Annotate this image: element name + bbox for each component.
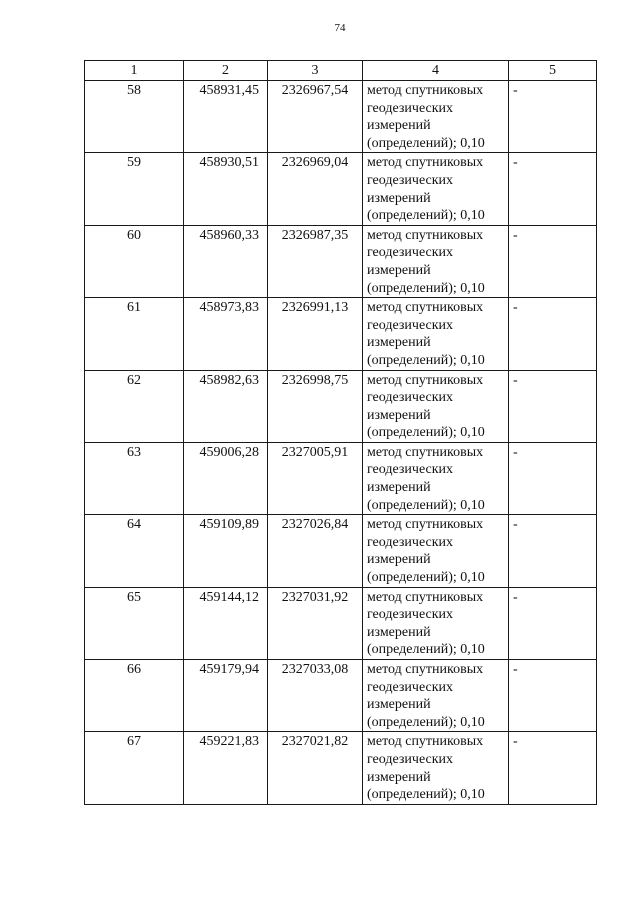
table-header-row bbox=[85, 61, 597, 81]
x-coordinate-cell-text: 458973,83 bbox=[199, 300, 259, 316]
point-number-cell bbox=[85, 81, 184, 153]
point-number-cell-text: 64 bbox=[127, 517, 141, 533]
method-cell bbox=[363, 442, 509, 514]
note-cell-text: - bbox=[513, 83, 518, 98]
y-coordinate-cell bbox=[268, 225, 363, 297]
note-cell bbox=[509, 660, 597, 732]
header-cell-4: 4 bbox=[363, 61, 509, 81]
point-number-cell bbox=[85, 515, 184, 587]
x-coordinate-cell bbox=[184, 732, 268, 804]
method-cell-text: метод спутниковых геодезических измерений (определений); 0,10 bbox=[367, 372, 485, 441]
method-cell-text: метод спутниковых геодезических измерений (определений); 0,10 bbox=[367, 83, 485, 151]
table-row bbox=[85, 153, 597, 225]
point-number-cell-text: 62 bbox=[127, 372, 141, 388]
header-cell-2: 2 bbox=[184, 61, 268, 81]
table-row bbox=[85, 660, 597, 732]
method-cell-text: метод спутниковых геодезических измерений (определений); 0,10 bbox=[367, 589, 485, 658]
note-cell bbox=[509, 225, 597, 297]
note-cell-text: - bbox=[513, 662, 518, 677]
y-coordinate-cell bbox=[268, 515, 363, 587]
y-coordinate-cell-text: 2326998,75 bbox=[281, 372, 349, 388]
x-coordinate-cell-text: 458982,63 bbox=[199, 372, 259, 388]
table-row bbox=[85, 732, 597, 804]
point-number-cell bbox=[85, 153, 184, 225]
coordinates-table bbox=[84, 60, 597, 805]
point-number-cell-text: 59 bbox=[127, 155, 141, 171]
x-coordinate-cell bbox=[184, 587, 268, 659]
x-coordinate-cell-text: 459179,94 bbox=[199, 662, 259, 677]
note-cell bbox=[509, 587, 597, 659]
note-cell-text: - bbox=[513, 227, 518, 243]
point-number-cell-text: 65 bbox=[127, 589, 141, 605]
table-body bbox=[85, 61, 597, 805]
method-cell bbox=[363, 660, 509, 732]
y-coordinate-cell-text: 2326967,54 bbox=[281, 83, 349, 98]
table-row bbox=[85, 370, 597, 442]
method-cell-text: метод спутниковых геодезических измерений (определений); 0,10 bbox=[367, 227, 485, 296]
method-cell bbox=[363, 370, 509, 442]
method-cell bbox=[363, 298, 509, 370]
point-number-cell bbox=[85, 732, 184, 804]
x-coordinate-cell-text: 459006,28 bbox=[199, 444, 259, 460]
note-cell bbox=[509, 732, 597, 804]
x-coordinate-cell-text: 459109,89 bbox=[199, 517, 259, 533]
point-number-cell bbox=[85, 442, 184, 514]
y-coordinate-cell-text: 2327033,08 bbox=[281, 662, 349, 677]
point-number-cell-text: 67 bbox=[127, 734, 141, 750]
x-coordinate-cell bbox=[184, 225, 268, 297]
table-row bbox=[85, 587, 597, 659]
method-cell-text: метод спутниковых геодезических измерений (определений); 0,10 bbox=[367, 444, 485, 513]
x-coordinate-cell-text: 459221,83 bbox=[199, 734, 259, 750]
note-cell bbox=[509, 81, 597, 153]
y-coordinate-cell-text: 2327026,84 bbox=[281, 517, 349, 533]
header-cell-3: 3 bbox=[268, 61, 363, 81]
header-cell-5: 5 bbox=[509, 61, 597, 81]
y-coordinate-cell bbox=[268, 298, 363, 370]
page-number: 74 bbox=[334, 22, 346, 34]
y-coordinate-cell bbox=[268, 153, 363, 225]
point-number-cell-text: 66 bbox=[127, 662, 141, 677]
point-number-cell bbox=[85, 225, 184, 297]
method-cell bbox=[363, 587, 509, 659]
method-cell bbox=[363, 515, 509, 587]
x-coordinate-cell bbox=[184, 298, 268, 370]
y-coordinate-cell bbox=[268, 81, 363, 153]
x-coordinate-cell-text: 459144,12 bbox=[199, 589, 259, 605]
x-coordinate-cell-text: 458960,33 bbox=[199, 227, 259, 243]
x-coordinate-cell bbox=[184, 660, 268, 732]
point-number-cell-text: 61 bbox=[127, 300, 141, 316]
x-coordinate-cell bbox=[184, 442, 268, 514]
x-coordinate-cell-text: 458931,45 bbox=[199, 83, 259, 98]
x-coordinate-cell bbox=[184, 153, 268, 225]
note-cell bbox=[509, 153, 597, 225]
y-coordinate-cell bbox=[268, 660, 363, 732]
method-cell-text: метод спутниковых геодезических измерений (определений); 0,10 bbox=[367, 662, 485, 730]
y-coordinate-cell bbox=[268, 587, 363, 659]
note-cell-text: - bbox=[513, 372, 518, 388]
point-number-cell-text: 60 bbox=[127, 227, 141, 243]
note-cell bbox=[509, 442, 597, 514]
method-cell-text: метод спутниковых геодезических измерений (определений); 0,10 bbox=[367, 517, 485, 586]
y-coordinate-cell-text: 2326991,13 bbox=[281, 300, 349, 316]
method-cell bbox=[363, 81, 509, 153]
point-number-cell bbox=[85, 370, 184, 442]
note-cell bbox=[509, 370, 597, 442]
y-coordinate-cell bbox=[268, 370, 363, 442]
y-coordinate-cell-text: 2326969,04 bbox=[281, 155, 349, 171]
y-coordinate-cell bbox=[268, 442, 363, 514]
note-cell bbox=[509, 298, 597, 370]
note-cell-text: - bbox=[513, 444, 518, 460]
point-number-cell-text: 63 bbox=[127, 444, 141, 460]
y-coordinate-cell bbox=[268, 732, 363, 804]
table-row bbox=[85, 442, 597, 514]
x-coordinate-cell bbox=[184, 370, 268, 442]
header-cell-1: 1 bbox=[85, 61, 184, 81]
method-cell-text: метод спутниковых геодезических измерений (определений); 0,10 bbox=[367, 300, 485, 368]
note-cell-text: - bbox=[513, 734, 518, 750]
x-coordinate-cell-text: 458930,51 bbox=[199, 155, 259, 171]
x-coordinate-cell bbox=[184, 515, 268, 587]
method-cell bbox=[363, 153, 509, 225]
table-row bbox=[85, 298, 597, 370]
note-cell-text: - bbox=[513, 300, 518, 316]
method-cell bbox=[363, 225, 509, 297]
point-number-cell bbox=[85, 660, 184, 732]
note-cell bbox=[509, 515, 597, 587]
method-cell-text: метод спутниковых геодезических измерений (определений); 0,10 bbox=[367, 155, 485, 224]
table-row bbox=[85, 225, 597, 297]
y-coordinate-cell-text: 2326987,35 bbox=[281, 227, 349, 243]
point-number-cell bbox=[85, 298, 184, 370]
method-cell bbox=[363, 732, 509, 804]
y-coordinate-cell-text: 2327005,91 bbox=[281, 444, 349, 460]
point-number-cell bbox=[85, 587, 184, 659]
note-cell-text: - bbox=[513, 589, 518, 605]
table-row bbox=[85, 81, 597, 153]
method-cell-text: метод спутниковых геодезических измерений (определений); 0,10 bbox=[367, 734, 485, 803]
point-number-cell-text: 58 bbox=[127, 83, 141, 98]
x-coordinate-cell bbox=[184, 81, 268, 153]
y-coordinate-cell-text: 2327031,92 bbox=[281, 589, 349, 605]
note-cell-text: - bbox=[513, 517, 518, 533]
note-cell-text: - bbox=[513, 155, 518, 171]
table-row bbox=[85, 515, 597, 587]
y-coordinate-cell-text: 2327021,82 bbox=[281, 734, 349, 750]
